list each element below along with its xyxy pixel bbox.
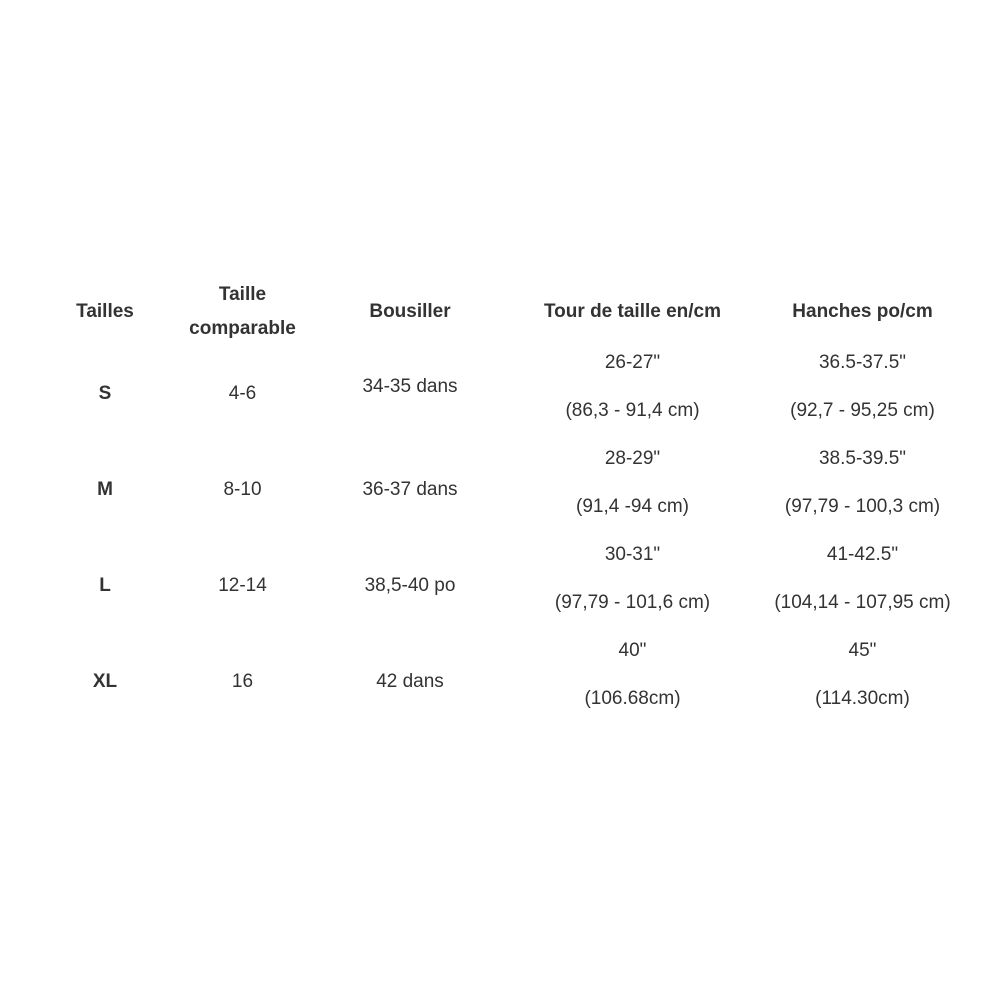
comparable-cell: 8-10 [223,479,262,500]
header-sizes: Tailles [76,301,134,322]
hips-in-cell: 41-42.5" [826,544,899,565]
waist-cm-cell: (91,4 -94 cm) [576,496,689,517]
comparable-cell: 4-6 [228,383,257,404]
hips-in-cell: 36.5-37.5" [818,352,907,373]
header-waist: Tour de taille en/cm [543,301,722,322]
size-cell: S [98,383,112,404]
bust-cell: 36-37 dans [362,479,458,500]
hips-cm-cell: (104,14 - 107,95 cm) [774,592,951,613]
hips-in-cell: 38.5-39.5" [818,448,907,469]
waist-cm-cell: (106.68cm) [584,688,681,709]
waist-in-cell: 26-27" [604,352,661,373]
waist-in-cell: 40" [618,640,647,661]
waist-cm-cell: (97,79 - 101,6 cm) [554,592,711,613]
hips-cm-cell: (114.30cm) [815,688,910,709]
bust-cell: 34-35 dans [362,376,458,397]
waist-in-cell: 28-29" [604,448,661,469]
hips-in-cell: 45" [848,640,877,661]
size-cell: L [99,575,111,596]
header-bust: Bousiller [369,301,451,322]
size-cell: XL [92,671,118,692]
waist-cm-cell: (86,3 - 91,4 cm) [565,400,700,421]
header-hips: Hanches po/cm [792,301,933,322]
waist-in-cell: 30-31" [604,544,661,565]
size-cell: M [97,479,113,500]
header-comparable-size [170,278,315,346]
header-comparable-line2: comparable [189,318,296,339]
comparable-cell: 16 [231,671,254,692]
bust-cell: 38,5-40 po [364,575,456,596]
hips-cm-cell: (92,7 - 95,25 cm) [790,400,935,421]
comparable-cell: 12-14 [218,575,267,596]
header-comparable-line1: Taille [218,284,267,305]
bust-cell: 42 dans [376,671,444,692]
hips-cm-cell: (97,79 - 100,3 cm) [784,496,941,517]
